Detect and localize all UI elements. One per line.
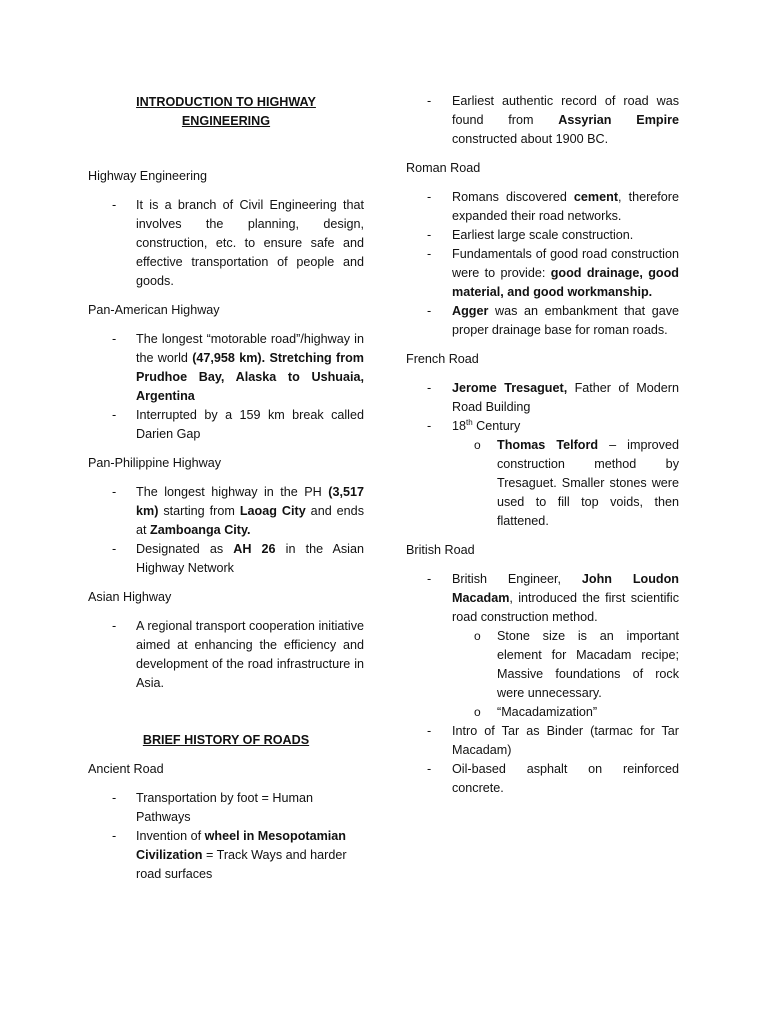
list-item: - The longest “motorable road”/highway in the world (47,958 km). Stretching from Prudhoe Bay, Alaska to Ushuaia, Argentina (112, 332, 365, 403)
dash-marker: - (112, 619, 117, 633)
heading-pan-philippine: Pan-Philippine Highway (88, 456, 222, 470)
circle-bullet-icon: o (474, 438, 481, 452)
dash-marker: - (427, 572, 432, 586)
heading-pan-american: Pan-American Highway (88, 303, 220, 317)
list-item: - Designated as AH 26 in the Asian Highway Network (112, 542, 364, 575)
list-item: - Transportation by foot = Human Pathways (112, 791, 313, 824)
dash-marker: - (427, 419, 432, 433)
list-item: - Agger was an embankment that gave proper drainage base for roman roads. (427, 304, 679, 337)
circle-bullet-icon: o (474, 705, 481, 719)
list-item: - Interrupted by a 159 km break called Darien Gap (112, 408, 364, 441)
dash-marker: - (112, 485, 117, 499)
heading-british-road: British Road (406, 543, 475, 557)
dash-marker: - (112, 198, 117, 212)
list-item: - Jerome Tresaguet, Father of Modern Road Building (427, 381, 679, 414)
list-item: - British Engineer, John Loudon Macadam, introduced the first scientific road construction method. (427, 572, 679, 624)
dash-marker: - (112, 829, 117, 843)
list-item: - The longest highway in the PH (3,517 km) starting from Laoag City and ends at Zamboanga City. (112, 485, 364, 537)
dash-marker: - (427, 762, 432, 776)
heading-highway-engineering: Highway Engineering (88, 169, 208, 183)
history-title: BRIEF HISTORY OF ROADS (142, 733, 310, 747)
document-title (88, 93, 364, 131)
dash-marker: - (427, 304, 432, 318)
list-item: - Intro of Tar as Binder (tarmac for Tar Macadam) (427, 724, 679, 757)
dash-marker: - (427, 228, 432, 242)
dash-marker: - (427, 190, 432, 204)
dash-marker: - (112, 408, 117, 422)
list-item: - Romans discovered cement, therefore expanded their road networks. (427, 190, 679, 223)
list-item: - Fundamentals of good road construction were to provide: good drainage, good material, and good workmanship. (427, 247, 679, 299)
list-item: - It is a branch of Civil Engineering that involves the planning, design, construction, etc. to ensure safe and effective transportation of people and goods. (112, 198, 364, 288)
sub-list-item: o “Macadamization” (406, 703, 679, 722)
list-item: - Oil-based asphalt on reinforced concrete. (427, 762, 679, 795)
heading-asian-highway: Asian Highway (88, 590, 172, 604)
list-item: - Earliest large scale construction. (406, 226, 679, 245)
title-line-2: ENGINEERING (181, 114, 271, 128)
dash-marker: - (427, 724, 432, 738)
heading-ancient-road: Ancient Road (88, 762, 164, 776)
dash-marker: - (427, 94, 432, 108)
list-item: - A regional transport cooperation initiative aimed at enhancing the efficiency and development of the road infrastructure in Asia. (112, 619, 364, 690)
list-item: - Earliest authentic record of road was found from Assyrian Empire constructed about 1900 BC. (427, 94, 679, 146)
right-column (406, 0, 679, 798)
list-item: - 18th Century (406, 417, 679, 436)
dash-marker: - (427, 247, 432, 261)
dash-marker: - (112, 791, 117, 805)
left-column (88, 0, 364, 884)
list-item: - Invention of wheel in Mesopotamian Civilization = Track Ways and harder road surfaces (112, 829, 347, 881)
title-line-1: INTRODUCTION TO HIGHWAY (136, 95, 316, 109)
dash-marker: - (112, 542, 117, 556)
heading-french-road: French Road (406, 352, 479, 366)
sub-list-item: o Stone size is an important element for Macadam recipe; Massive foundations of rock were unnecessary. (474, 629, 679, 700)
circle-bullet-icon: o (474, 629, 481, 643)
dash-marker: - (112, 332, 117, 346)
sub-list-item: o Thomas Telford – improved construction method by Tresaguet. Smaller stones were used to fill top voids, then flattened. (474, 438, 679, 528)
heading-roman-road: Roman Road (406, 161, 481, 175)
dash-marker: - (427, 381, 432, 395)
